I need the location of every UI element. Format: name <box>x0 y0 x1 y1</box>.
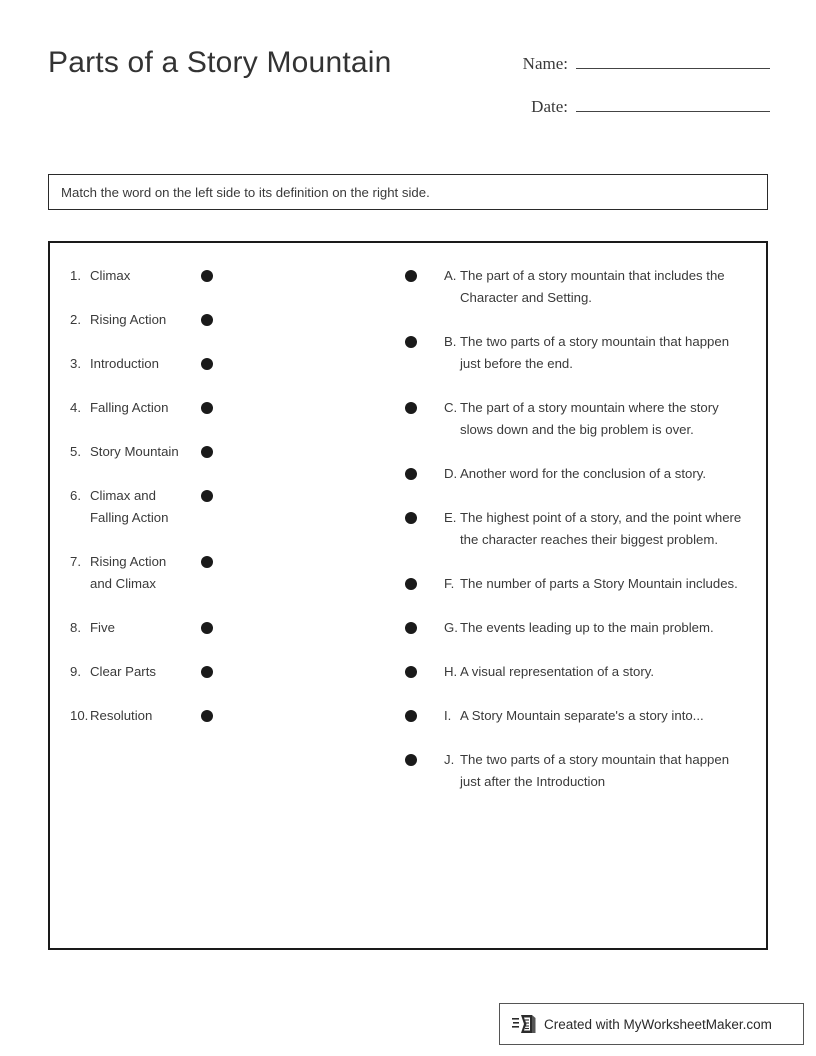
instruction-box <box>48 174 768 210</box>
left-term-text <box>65 661 187 683</box>
left-term-item <box>65 265 240 287</box>
left-term-label: Climax and Falling Action <box>90 488 169 525</box>
right-definition-body: The two parts of a story mountain that happen just before the end. <box>460 334 730 371</box>
left-term-number: 1. <box>70 268 81 283</box>
left-term-item <box>65 441 240 463</box>
right-definition-item <box>405 397 755 441</box>
left-term-label: Resolution <box>90 708 153 723</box>
left-term-item <box>65 485 240 529</box>
right-definition-text <box>444 463 744 485</box>
left-term-item <box>65 551 240 595</box>
left-term-label: Climax <box>90 268 131 283</box>
left-term-text <box>65 441 187 463</box>
left-term-label: Rising Action <box>90 312 167 327</box>
right-definition-body: Another word for the conclusion of a story. <box>460 466 707 481</box>
date-input-line[interactable] <box>576 97 770 112</box>
left-match-bullet[interactable] <box>201 270 213 282</box>
right-definition-text <box>444 749 744 793</box>
right-definition-letter: G. <box>444 620 458 635</box>
right-column-definitions <box>405 265 755 793</box>
right-definition-body: The highest point of a story, and the point where the character reaches their biggest problem. <box>460 510 742 547</box>
right-match-bullet[interactable] <box>405 512 417 524</box>
right-match-bullet[interactable] <box>405 402 417 414</box>
right-definition-body: The part of a story mountain where the story slows down and the big problem is over. <box>460 400 719 437</box>
right-match-bullet[interactable] <box>405 666 417 678</box>
left-term-label: Rising Action and Climax <box>90 554 167 591</box>
right-definition-body: The number of parts a Story Mountain includes. <box>460 576 738 591</box>
left-term-item <box>65 309 240 331</box>
right-definition-letter: H. <box>444 664 458 679</box>
date-label: Date: <box>531 97 568 116</box>
right-definition-text <box>444 617 744 639</box>
footer-credit-badge <box>499 1003 804 1045</box>
footer-credit-text: Created with MyWorksheetMaker.com <box>544 1016 772 1032</box>
left-term-item <box>65 353 240 375</box>
right-definition-letter: F. <box>444 576 455 591</box>
right-definition-letter: J. <box>444 752 455 767</box>
left-match-bullet[interactable] <box>201 446 213 458</box>
left-term-number: 3. <box>70 356 81 371</box>
right-definition-body: The events leading up to the main problem. <box>460 620 714 635</box>
left-term-text <box>65 617 187 639</box>
right-definition-item <box>405 331 755 375</box>
right-match-bullet[interactable] <box>405 468 417 480</box>
left-term-item <box>65 705 240 727</box>
left-term-label: Story Mountain <box>90 444 179 459</box>
right-definition-text <box>444 265 744 309</box>
left-term-item <box>65 617 240 639</box>
left-term-text <box>65 353 187 375</box>
right-definition-letter: E. <box>444 510 457 525</box>
right-definition-item <box>405 705 755 727</box>
right-definition-item <box>405 749 755 793</box>
left-term-item <box>65 661 240 683</box>
right-definition-item <box>405 507 755 551</box>
left-match-bullet[interactable] <box>201 314 213 326</box>
left-term-text <box>65 551 187 595</box>
left-term-label: Falling Action <box>90 400 169 415</box>
right-definition-text <box>444 331 744 375</box>
left-term-number: 9. <box>70 664 81 679</box>
left-term-number: 2. <box>70 312 81 327</box>
right-definition-item <box>405 463 755 485</box>
left-term-number: 8. <box>70 620 81 635</box>
left-match-bullet[interactable] <box>201 358 213 370</box>
right-definition-letter: I. <box>444 708 452 723</box>
left-match-bullet[interactable] <box>201 710 213 722</box>
left-term-number: 5. <box>70 444 81 459</box>
left-term-text <box>65 265 187 287</box>
instruction-text: Match the word on the left side to its definition on the right side. <box>61 184 430 200</box>
left-term-item <box>65 397 240 419</box>
left-term-label: Clear Parts <box>90 664 156 679</box>
left-term-number: 6. <box>70 488 81 503</box>
name-field-row <box>500 54 770 74</box>
right-match-bullet[interactable] <box>405 754 417 766</box>
right-definition-text <box>444 507 744 551</box>
right-definition-text <box>444 705 744 727</box>
right-definition-body: The two parts of a story mountain that happen just after the Introduction <box>460 752 730 789</box>
right-definition-item <box>405 617 755 639</box>
date-field-row <box>500 97 770 117</box>
right-definition-item <box>405 661 755 683</box>
left-term-text <box>65 309 187 331</box>
left-match-bullet[interactable] <box>201 490 213 502</box>
matching-columns <box>50 243 766 948</box>
right-definition-letter: A. <box>444 268 457 283</box>
left-term-number: 7. <box>70 554 81 569</box>
left-match-bullet[interactable] <box>201 666 213 678</box>
right-definition-text <box>444 661 744 683</box>
left-term-number: 4. <box>70 400 81 415</box>
right-definition-item <box>405 265 755 309</box>
right-match-bullet[interactable] <box>405 336 417 348</box>
right-definition-body: A Story Mountain separate's a story into... <box>460 708 704 723</box>
name-label: Name: <box>522 54 568 73</box>
right-match-bullet[interactable] <box>405 710 417 722</box>
left-term-label: Introduction <box>90 356 159 371</box>
left-match-bullet[interactable] <box>201 402 213 414</box>
left-term-text <box>65 705 187 727</box>
right-definition-item <box>405 573 755 595</box>
left-match-bullet[interactable] <box>201 556 213 568</box>
left-term-label: Five <box>90 620 115 635</box>
name-input-line[interactable] <box>576 54 770 69</box>
right-match-bullet[interactable] <box>405 270 417 282</box>
worksheet-maker-logo-icon <box>512 1013 538 1035</box>
right-definition-text <box>444 573 744 595</box>
right-match-bullet[interactable] <box>405 578 417 590</box>
left-match-bullet[interactable] <box>201 622 213 634</box>
right-definition-letter: C. <box>444 400 458 415</box>
left-column-terms <box>65 265 240 727</box>
page-title: Parts of a Story Mountain <box>48 46 392 79</box>
right-definition-body: A visual representation of a story. <box>460 664 655 679</box>
right-definition-body: The part of a story mountain that includes the Character and Setting. <box>460 268 725 305</box>
right-definition-text <box>444 397 744 441</box>
left-term-text <box>65 485 187 529</box>
left-term-number: 10. <box>70 708 89 723</box>
right-definition-letter: D. <box>444 466 458 481</box>
left-term-text <box>65 397 187 419</box>
matching-exercise-box <box>48 241 768 950</box>
page-header <box>0 0 816 150</box>
right-match-bullet[interactable] <box>405 622 417 634</box>
right-definition-letter: B. <box>444 334 457 349</box>
